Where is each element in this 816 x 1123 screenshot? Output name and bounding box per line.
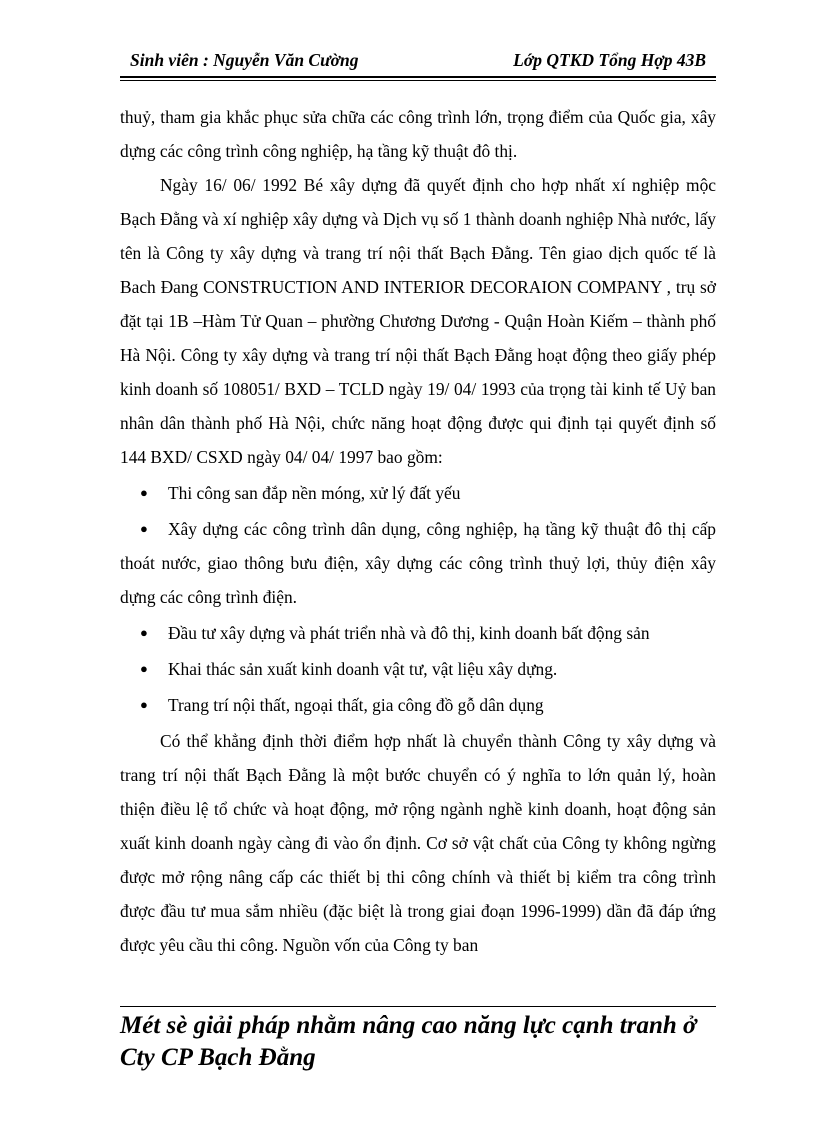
bullet-icon: ● [140,697,148,712]
bullet-icon: ● [140,521,148,536]
paragraph-merger-history: Ngày 16/ 06/ 1992 Bé xây dựng đã quyết định cho hợp nhất xí nghiệp mộc Bạch Đằng và xí nghiệp xây dựng và Dịch vụ số 1 thành doanh nghiệp Nhà nước, lấy tên là Công ty xây dựng và trang trí nội thất Bạch Đằng. Tên giao dịch quốc tế là Bach Đang CONSTRUCTION AND INTERIOR DECORAION COMPANY , trụ sở đặt tại 1B –Hàm Tử Quan – phường Chương Dương - Quận Hoàn Kiếm – thành phố Hà Nội. Công ty xây dựng và trang trí nội thất Bạch Đằng hoạt động theo giấy phép kinh doanh số 108051/ BXD – TCLD ngày 19/ 04/ 1993 của trọng tài kinh tế Uỷ ban nhân dân thành phố Hà Nội, chức năng hoạt động được qui định tại quyết định số 144 BXD/ CSXD ngày 04/ 04/ 1997 bao gồm: [120,175,716,467]
list-item [120,688,716,722]
list-item-text: Xây dựng các công trình dân dụng, công nghiệp, hạ tầng kỹ thuật đô thị cấp thoát nước, giao thông bưu điện, xây dựng các công trình thuỷ lợi, thủy điện xây dựng các công trình điện. [120,519,716,607]
header-student-name: Sinh viên : Nguyễn Văn Cường [130,50,359,70]
header-rule-thin [120,80,716,81]
business-scope-list [120,476,716,722]
list-item-text: Đầu tư xây dựng và phát triển nhà và đô thị, kinh doanh bất động sản [168,623,650,643]
footer-thesis-title: Mét sè giải pháp nhằm nâng cao năng lực cạnh tranh ở Cty CP Bạch Đằng [120,1012,697,1071]
header-rule-thick [120,76,716,78]
paragraph-conclusion: Có thể khẳng định thời điểm hợp nhất là chuyển thành Công ty xây dựng và trang trí nội thất Bạch Đằng là một bước chuyển có ý nghĩa to lớn quản lý, hoàn thiện điều lệ tổ chức và hoạt động, mở rộng ngành nghề kinh doanh, hoạt động sản xuất kinh doanh ngày càng đi vào ổn định. Cơ sở vật chất của Công ty không ngừng được mở rộng nâng cấp các thiết bị thi công chính và thiết bị kiểm tra công trình được đầu tư mua sắm nhiều (đặc biệt là trong giai đoạn 1996-1999) dần đã đáp ứng được yêu cầu thi công. Nguồn vốn của Công ty ban [120,731,716,955]
bullet-icon: ● [140,485,148,500]
list-item-text: Khai thác sản xuất kinh doanh vật tư, vật liệu xây dựng. [168,659,558,679]
list-item-text: Trang trí nội thất, ngoại thất, gia công đồ gỗ dân dụng [168,695,544,715]
list-item [120,512,716,614]
bullet-icon: ● [140,625,148,640]
paragraph-continuation: thuỷ, tham gia khắc phục sửa chữa các công trình lớn, trọng điểm của Quốc gia, xây dựng các công trình công nghiệp, hạ tầng kỹ thuật đô thị. [120,107,716,161]
list-item [120,652,716,686]
list-item [120,616,716,650]
bullet-icon: ● [140,661,148,676]
list-item [120,476,716,510]
footer-rule [120,1006,716,1007]
list-item-text: Thi công san đắp nền móng, xử lý đất yếu [168,483,461,503]
document-body [120,100,716,962]
header-class-name: Lớp QTKD Tổng Hợp 43B [513,50,706,70]
page-header [120,50,716,80]
